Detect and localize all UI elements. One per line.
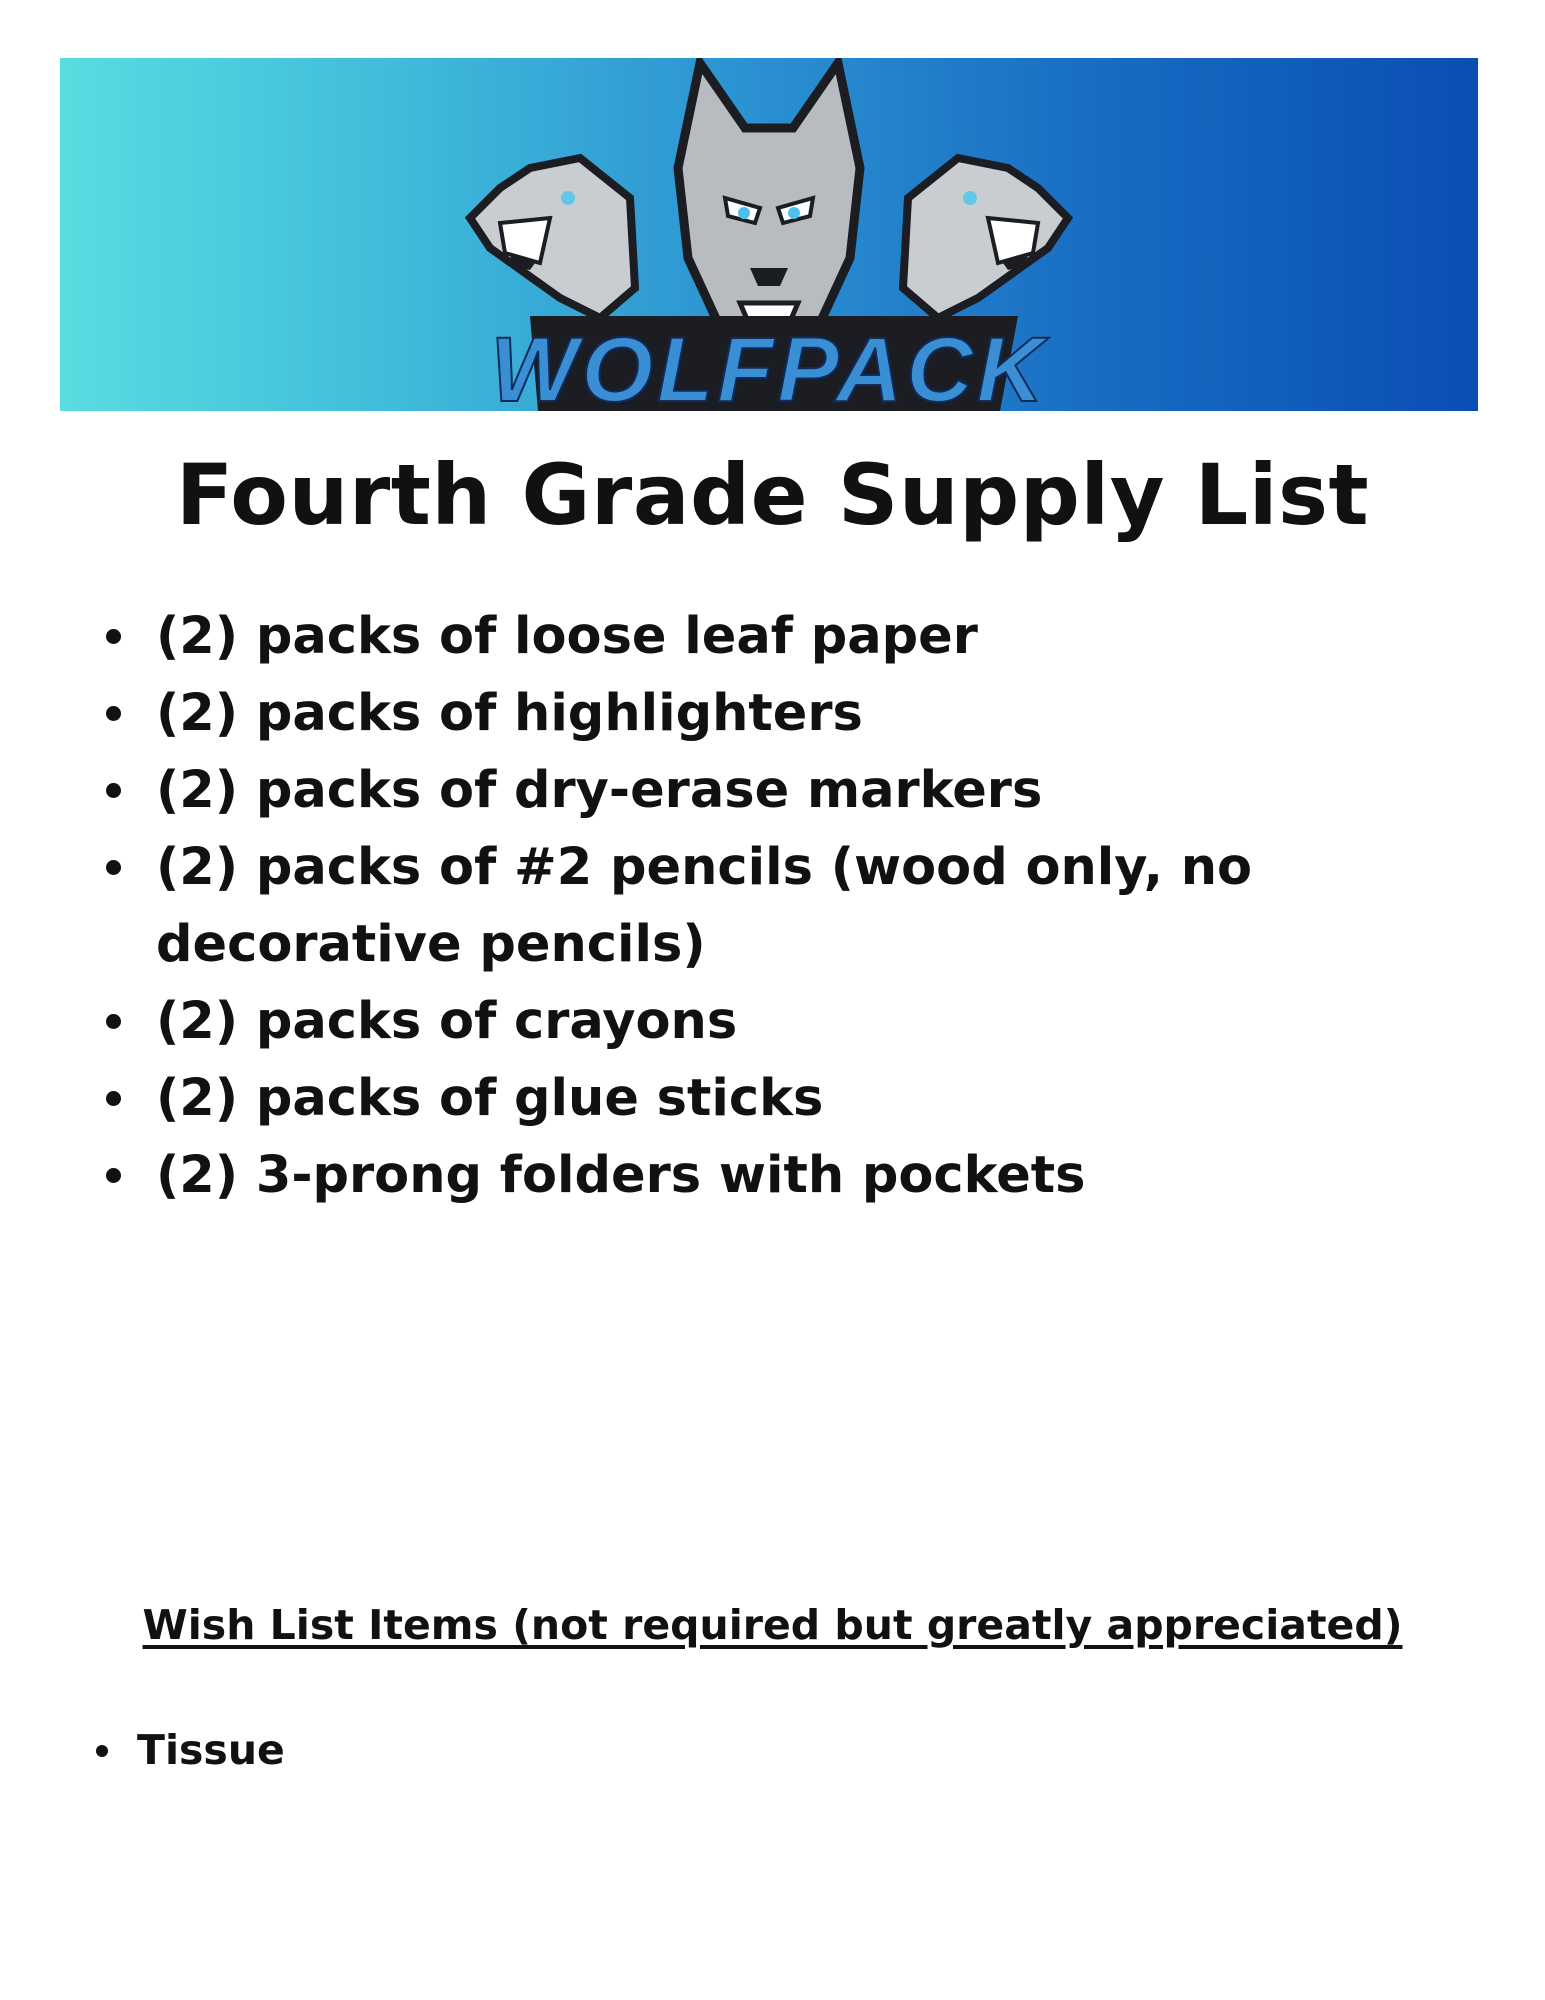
list-item: (2) packs of crayons bbox=[100, 983, 1500, 1060]
list-item: (2) packs of #2 pencils (wood only, no decorative pencils) bbox=[100, 829, 1500, 983]
wolfpack-logo bbox=[60, 58, 1478, 411]
left-wolf-icon bbox=[470, 158, 635, 318]
list-item: Tissue bbox=[92, 1722, 285, 1778]
list-item: (2) packs of loose leaf paper bbox=[100, 598, 1500, 675]
logo-wordmark: WOLFPACK bbox=[490, 319, 1048, 411]
center-wolf-icon bbox=[678, 63, 860, 358]
list-item: (2) packs of glue sticks bbox=[100, 1060, 1500, 1137]
wish-list bbox=[92, 1722, 285, 1778]
list-item: (2) packs of highlighters bbox=[100, 675, 1500, 752]
supply-list bbox=[100, 598, 1500, 1214]
header-banner bbox=[60, 58, 1478, 411]
list-item: (2) 3-prong folders with pockets bbox=[100, 1137, 1500, 1214]
page-title: Fourth Grade Supply List bbox=[175, 446, 1370, 544]
list-item: (2) packs of dry-erase markers bbox=[100, 752, 1500, 829]
wish-list-heading: Wish List Items (not required but greatly appreciated) bbox=[142, 1601, 1403, 1649]
right-wolf-icon bbox=[903, 158, 1068, 318]
